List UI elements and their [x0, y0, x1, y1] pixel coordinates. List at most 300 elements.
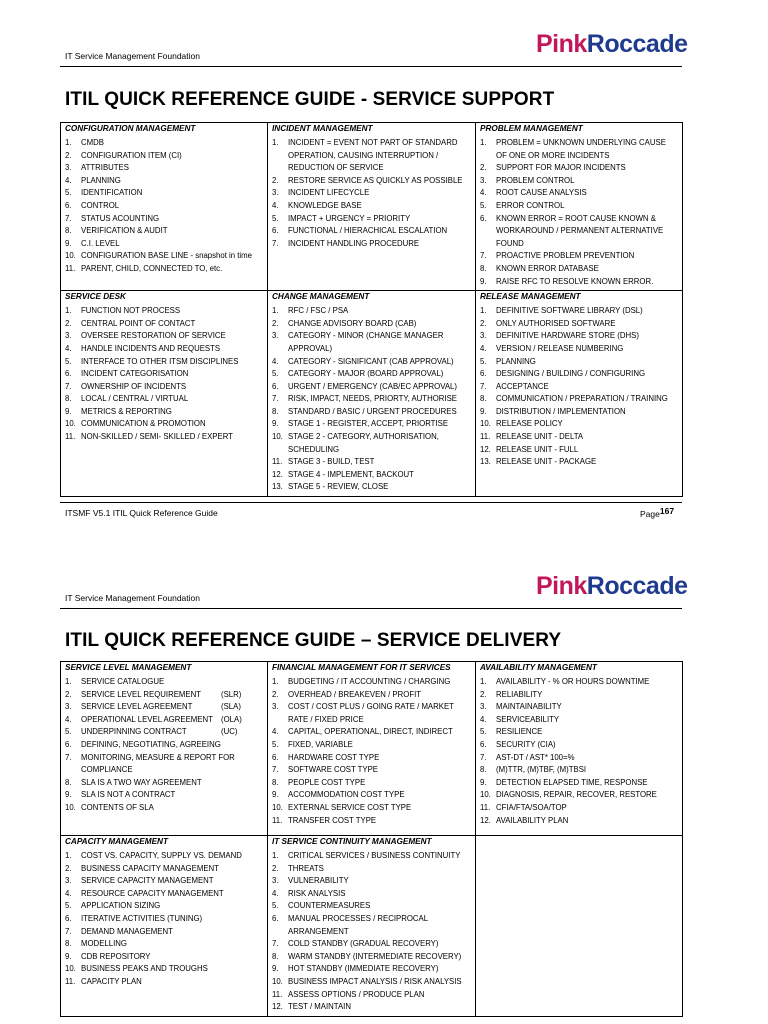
item-list — [272, 850, 471, 1014]
item-text: THREATS — [288, 863, 324, 873]
item-number: 8. — [65, 939, 72, 949]
item-text: ITERATIVE ACTIVITIES (TUNING) — [81, 913, 203, 923]
item-number: 5. — [272, 901, 279, 911]
item-text: RELEASE UNIT - FULL — [496, 444, 579, 454]
item-number: 1. — [65, 138, 72, 147]
list-item — [272, 863, 471, 876]
item-number: 8. — [272, 777, 279, 787]
item-number: 2. — [480, 689, 487, 699]
footer-guide-name: ITSMF V5.1 ITIL Quick Reference Guide — [65, 508, 218, 518]
item-number: 12. — [272, 469, 283, 479]
item-text: SERVICE LEVEL REQUIREMENT — [81, 689, 202, 699]
item-number: 7. — [480, 381, 487, 391]
item-text: BUSINESS PEAKS AND TROUGHS — [81, 964, 208, 974]
list-item — [480, 714, 678, 727]
list-item — [65, 863, 263, 876]
item-text: CFIA/FTA/SOA/TOP — [496, 802, 567, 812]
item-text: OVERHEAD / BREAKEVEN / PROFIT — [288, 689, 422, 699]
item-text: PROBLEM CONTROL — [496, 175, 575, 185]
item-number: 12. — [480, 444, 491, 454]
list-item — [65, 418, 263, 431]
list-item — [480, 276, 678, 289]
item-number: 3. — [65, 331, 72, 341]
pinkroccade-logo — [536, 30, 688, 59]
section-title: SERVICE LEVEL MANAGEMENT — [65, 663, 192, 672]
item-text: INCIDENT = EVENT NOT PART OF STANDARD OPERATION, CAUSING INTERRUPTION / REDUCTION OF SERVICE — [288, 138, 458, 173]
item-text: METRICS & REPORTING — [81, 406, 172, 416]
item-number: 5. — [480, 727, 487, 737]
logo-part-2: Roccade — [586, 572, 688, 600]
item-text: RESTORE SERVICE AS QUICKLY AS POSSIBLE — [288, 175, 463, 185]
list-item — [480, 368, 678, 381]
list-item — [272, 777, 471, 790]
item-text: DEFINITIVE SOFTWARE LIBRARY (DSL) — [496, 306, 643, 316]
item-text: STAGE 1 - REGISTER, ACCEPT, PRIORTISE — [288, 419, 449, 429]
item-number: 2. — [272, 318, 279, 328]
item-list — [480, 305, 678, 469]
item-number: 4. — [65, 343, 72, 353]
item-number: 9. — [480, 777, 487, 787]
item-list — [272, 137, 471, 250]
list-item — [65, 318, 263, 331]
logo-part-1: Pink — [536, 30, 587, 58]
item-number: 8. — [272, 951, 279, 961]
item-number: 5. — [272, 739, 279, 749]
item-number: 12. — [480, 815, 491, 825]
item-text: ASSESS OPTIONS / PRODUCE PLAN — [288, 989, 425, 999]
item-number: 1. — [272, 138, 279, 147]
list-item — [480, 802, 678, 815]
item-number: 9. — [480, 406, 487, 416]
list-item — [480, 343, 678, 356]
item-number: 11. — [65, 263, 76, 273]
header-text: IT Service Management Foundation — [65, 593, 200, 603]
item-text: CENTRAL POINT OF CONTACT — [81, 318, 196, 328]
item-text: RISK, IMPACT, NEEDS, PRIORTY, AUTHORISE — [288, 394, 457, 404]
list-item — [272, 951, 471, 964]
list-item — [480, 263, 678, 276]
list-item — [65, 238, 263, 251]
item-number: 13. — [272, 482, 283, 492]
item-text: ACCOMMODATION COST TYPE — [288, 790, 405, 800]
header-rule — [60, 608, 682, 609]
item-text: ERROR CONTROL — [496, 200, 565, 210]
item-text: DISTRIBUTION / IMPLEMENTATION — [496, 406, 626, 416]
item-number: 1. — [65, 677, 72, 686]
list-item — [272, 802, 471, 815]
item-number: 6. — [272, 913, 279, 923]
item-number: 3. — [480, 331, 487, 341]
item-number: 11. — [272, 815, 283, 825]
list-item — [65, 875, 263, 888]
item-number: 3. — [65, 702, 72, 712]
item-number: 12. — [272, 1002, 283, 1012]
item-number: 2. — [272, 175, 279, 185]
item-text: STAGE 2 - CATEGORY, AUTHORISATION, SCHEDULING — [288, 432, 439, 454]
list-item — [272, 976, 471, 989]
item-text: COLD STANDBY (GRADUAL RECOVERY) — [288, 939, 439, 949]
list-item — [65, 976, 263, 989]
item-text: RAISE RFC TO RESOLVE KNOWN ERROR. — [496, 276, 654, 286]
list-item — [480, 356, 678, 369]
item-text: (M)TTR, (M)TBF, (M)TBSI — [496, 765, 587, 775]
item-list — [65, 137, 263, 276]
item-text: INCIDENT LIFECYCLE — [288, 188, 370, 198]
list-item — [272, 137, 471, 175]
item-number: 3. — [480, 702, 487, 712]
item-number: 1. — [65, 306, 72, 316]
list-item — [272, 305, 471, 318]
item-number: 2. — [480, 163, 487, 173]
list-item — [480, 726, 678, 739]
item-number: 6. — [272, 752, 279, 762]
item-text: VERSION / RELEASE NUMBERING — [496, 343, 624, 353]
item-number: 7. — [65, 213, 72, 223]
item-number: 7. — [272, 939, 279, 949]
item-number: 6. — [480, 213, 487, 223]
list-item — [272, 938, 471, 951]
list-item — [272, 850, 471, 863]
item-text: RESOURCE CAPACITY MANAGEMENT — [81, 888, 224, 898]
item-text: CATEGORY - MINOR (CHANGE MANAGER APPROVAL) — [288, 331, 444, 353]
item-text: KNOWLEDGE BASE — [288, 200, 362, 210]
item-number: 10. — [480, 419, 491, 429]
item-number: 7. — [65, 381, 72, 391]
item-number: 3. — [480, 175, 487, 185]
item-text: ROOT CAUSE ANALYSIS — [496, 188, 587, 198]
section-title: CONFIGURATION MANAGEMENT — [65, 124, 196, 133]
item-number: 6. — [65, 369, 72, 379]
item-number: 4. — [272, 200, 279, 210]
list-item — [480, 137, 678, 162]
item-text: RELEASE POLICY — [496, 419, 563, 429]
item-text: URGENT / EMERGENCY (CAB/EC APPROVAL) — [288, 381, 457, 391]
list-item — [480, 676, 678, 689]
list-item — [65, 431, 263, 444]
list-item — [272, 200, 471, 213]
list-item — [480, 418, 678, 431]
list-item — [65, 343, 263, 356]
item-text: CATEGORY - SIGNIFICANT (CAB APPROVAL) — [288, 356, 454, 366]
item-number: 4. — [272, 356, 279, 366]
list-item — [65, 200, 263, 213]
item-number: 2. — [65, 863, 72, 873]
item-number: 4. — [480, 188, 487, 198]
list-item — [272, 456, 471, 469]
item-text: MONITORING, MEASURE & REPORT FOR COMPLIANCE — [81, 752, 235, 775]
item-number: 6. — [65, 913, 72, 923]
item-text: FUNCTIONAL / HIERACHICAL ESCALATION — [288, 226, 448, 236]
item-number: 9. — [65, 238, 72, 248]
item-text: TRANSFER COST TYPE — [288, 815, 377, 825]
list-item — [272, 726, 471, 739]
list-item — [272, 406, 471, 419]
list-item — [480, 444, 678, 457]
item-text: IMPACT + URGENCY = PRIORITY — [288, 213, 411, 223]
list-item — [272, 393, 471, 406]
service-delivery-table — [60, 661, 683, 1017]
item-list — [480, 676, 678, 827]
item-text: CAPITAL, OPERATIONAL, DIRECT, INDIRECT — [288, 727, 453, 737]
item-number: 4. — [65, 888, 72, 898]
item-number: 13. — [480, 457, 491, 467]
item-number: 10. — [272, 802, 283, 812]
item-text: SLA IS NOT A CONTRACT — [81, 790, 176, 800]
item-number: 7. — [272, 394, 279, 404]
item-number: 10. — [272, 976, 283, 986]
item-text: CONFIGURATION ITEM (CI) — [81, 150, 182, 160]
item-text: KNOWN ERROR DATABASE — [496, 263, 599, 273]
list-item — [65, 187, 263, 200]
item-text: PLANNING — [81, 175, 121, 185]
item-text: UNDERPINNING CONTRACT — [81, 727, 187, 737]
item-number: 9. — [480, 276, 487, 286]
list-item — [65, 263, 263, 276]
list-item — [272, 913, 471, 938]
section-title: CHANGE MANAGEMENT — [272, 292, 370, 302]
list-item — [65, 368, 263, 381]
item-text: OWNERSHIP OF INCIDENTS — [81, 381, 187, 391]
section-title: PROBLEM MANAGEMENT — [480, 124, 583, 133]
item-number: 6. — [480, 369, 487, 379]
item-text: IDENTIFICATION — [81, 188, 143, 198]
section-title: INCIDENT MANAGEMENT — [272, 124, 373, 133]
list-item — [480, 689, 678, 702]
section-cell — [61, 836, 268, 1017]
item-text: C.I. LEVEL — [81, 238, 120, 248]
list-item — [480, 777, 678, 790]
item-text: OPERATIONAL LEVEL AGREEMENT — [81, 714, 213, 724]
item-text: BUDGETING / IT ACCOUNTING / CHARGING — [288, 677, 451, 686]
list-item — [480, 381, 678, 394]
item-number: 11. — [65, 432, 76, 442]
item-text: RELEASE UNIT - DELTA — [496, 432, 584, 442]
list-item — [272, 900, 471, 913]
item-text: SERVICE CAPACITY MANAGEMENT — [81, 876, 214, 886]
item-text: HARDWARE COST TYPE — [288, 752, 380, 762]
item-text: INTERFACE TO OTHER ITSM DISCIPLINES — [81, 356, 239, 366]
item-text: HANDLE INCIDENTS AND REQUESTS — [81, 343, 221, 353]
list-item — [272, 689, 471, 702]
item-text: CAPACITY PLAN — [81, 976, 142, 986]
item-text: DEFINITIVE HARDWARE STORE (DHS) — [496, 331, 639, 341]
list-item — [65, 913, 263, 926]
list-item — [272, 381, 471, 394]
logo-part-2: Roccade — [586, 30, 688, 58]
list-item — [65, 137, 263, 150]
item-number: 7. — [65, 752, 72, 762]
list-item — [480, 175, 678, 188]
header-rule — [60, 66, 682, 67]
item-text: DEMAND MANAGEMENT — [81, 926, 173, 936]
section-title: FINANCIAL MANAGEMENT FOR IT SERVICES — [272, 663, 451, 672]
item-number: 3. — [272, 188, 279, 198]
list-item — [480, 187, 678, 200]
list-item — [65, 213, 263, 226]
item-number: 11. — [272, 989, 283, 999]
list-item — [65, 381, 263, 394]
list-item — [65, 888, 263, 901]
list-item — [272, 989, 471, 1002]
list-item — [480, 456, 678, 469]
list-item — [272, 418, 471, 431]
item-number: 5. — [480, 200, 487, 210]
item-number: 1. — [272, 677, 279, 686]
item-text: MANUAL PROCESSES / RECIPROCAL ARRANGEMENT — [288, 913, 428, 936]
item-number: 4. — [272, 888, 279, 898]
item-text: SOFTWARE COST TYPE — [288, 765, 378, 775]
item-number: 5. — [272, 213, 279, 223]
list-item — [272, 676, 471, 689]
list-item — [480, 318, 678, 331]
list-item — [65, 900, 263, 913]
list-item — [480, 213, 678, 251]
item-list — [65, 305, 263, 444]
item-number: 7. — [480, 251, 487, 261]
item-text: RELIABILITY — [496, 689, 543, 699]
list-item — [65, 951, 263, 964]
item-number: 10. — [65, 964, 76, 974]
item-text: SLA IS A TWO WAY AGREEMENT — [81, 777, 202, 787]
list-item — [65, 225, 263, 238]
item-number: 6. — [272, 226, 279, 236]
item-number: 1. — [272, 851, 279, 860]
item-number: 8. — [480, 394, 487, 404]
item-number: 11. — [272, 457, 283, 467]
item-text: RISK ANALYSIS — [288, 888, 346, 898]
item-text: PROBLEM = UNKNOWN UNDERLYING CAUSE OF ONE OR MORE INCIDENTS — [496, 138, 666, 160]
item-number: 1. — [272, 306, 279, 316]
list-item — [480, 162, 678, 175]
list-item — [272, 764, 471, 777]
item-number: 4. — [272, 727, 279, 737]
section-cell — [476, 291, 683, 497]
list-item — [65, 305, 263, 318]
section-cell — [268, 291, 476, 497]
item-number: 1. — [480, 138, 487, 147]
list-item — [65, 963, 263, 976]
page-title: ITIL QUICK REFERENCE GUIDE - SERVICE SUPPORT — [65, 89, 555, 110]
item-text: RELEASE UNIT - PACKAGE — [496, 457, 597, 467]
item-text: HOT STANDBY (IMMEDIATE RECOVERY) — [288, 964, 439, 974]
item-text: KNOWN ERROR = ROOT CAUSE KNOWN & WORKAROUND / PERMANENT ALTERNATIVE FOUND — [496, 213, 664, 248]
item-list — [65, 850, 263, 989]
item-text: SUPPORT FOR MAJOR INCIDENTS — [496, 163, 626, 173]
section-title: CAPACITY MANAGEMENT — [65, 837, 168, 846]
item-number: 1. — [480, 677, 487, 686]
item-number: 4. — [480, 343, 487, 353]
item-text: WARM STANDBY (INTERMEDIATE RECOVERY) — [288, 951, 462, 961]
item-text: STATUS ACOUNTING — [81, 213, 160, 223]
item-number: 1. — [480, 306, 487, 316]
list-item — [480, 739, 678, 752]
item-number: 5. — [65, 188, 72, 198]
item-number: 3. — [272, 702, 279, 712]
item-number: 5. — [65, 901, 72, 911]
list-item — [272, 225, 471, 238]
list-item — [65, 726, 263, 739]
item-number: 3. — [272, 331, 279, 341]
item-text: COMMUNICATION & PROMOTION — [81, 419, 206, 429]
item-number: 10. — [65, 251, 76, 261]
item-text: BUSINESS IMPACT ANALYSIS / RISK ANALYSIS — [288, 976, 462, 986]
list-item — [65, 802, 263, 815]
item-text: SERVICE CATALOGUE — [81, 677, 165, 686]
section-title: RELEASE MANAGEMENT — [480, 292, 581, 302]
list-item — [65, 938, 263, 951]
section-title: IT SERVICE CONTINUITY MANAGEMENT — [272, 837, 432, 846]
list-item — [480, 431, 678, 444]
item-number: 11. — [480, 432, 491, 442]
item-text: CRITICAL SERVICES / BUSINESS CONTINUITY — [288, 851, 461, 860]
list-item — [480, 789, 678, 802]
list-item — [272, 481, 471, 494]
list-item — [65, 714, 263, 727]
item-number: 11. — [65, 976, 76, 986]
item-number: 4. — [65, 714, 72, 724]
list-item — [480, 764, 678, 777]
item-text: CMDB — [81, 138, 104, 147]
item-text: ONLY AUTHORISED SOFTWARE — [496, 318, 616, 328]
list-item — [65, 926, 263, 939]
list-item — [272, 752, 471, 765]
list-item — [65, 850, 263, 863]
list-item — [65, 777, 263, 790]
item-text: RFC / FSC / PSA — [288, 306, 349, 316]
item-abbreviation: (SLA) — [221, 702, 241, 712]
item-list — [65, 676, 263, 815]
item-abbreviation: (UC) — [221, 727, 238, 737]
item-number: 5. — [65, 356, 72, 366]
item-number: 7. — [480, 752, 487, 762]
list-item — [480, 406, 678, 419]
item-number: 4. — [480, 714, 487, 724]
item-number: 3. — [272, 876, 279, 886]
section-cell — [268, 836, 476, 1017]
item-text: TEST / MAINTAIN — [288, 1002, 351, 1012]
list-item — [272, 175, 471, 188]
item-number: 7. — [272, 238, 279, 248]
page-title: ITIL QUICK REFERENCE GUIDE – SERVICE DELIVERY — [65, 630, 562, 651]
list-item — [65, 330, 263, 343]
list-item — [65, 393, 263, 406]
footer-rule — [60, 502, 682, 503]
item-text: COST / COST PLUS / GOING RATE / MARKET RATE / FIXED PRICE — [288, 702, 454, 724]
section-cell — [268, 123, 476, 291]
item-text: COUNTERMEASURES — [288, 901, 371, 911]
item-text: AVAILABILITY PLAN — [496, 815, 569, 825]
item-number: 2. — [480, 318, 487, 328]
list-item — [480, 305, 678, 318]
item-text: PEOPLE COST TYPE — [288, 777, 366, 787]
item-number: 3. — [65, 163, 72, 173]
item-number: 9. — [272, 790, 279, 800]
item-number: 2. — [65, 150, 72, 160]
list-item — [272, 431, 471, 456]
list-item — [272, 1001, 471, 1014]
list-item — [272, 187, 471, 200]
list-item — [272, 739, 471, 752]
item-number: 8. — [272, 406, 279, 416]
item-number: 8. — [65, 394, 72, 404]
item-number: 11. — [480, 802, 491, 812]
item-number: 10. — [272, 432, 283, 442]
section-cell — [61, 123, 268, 291]
item-number: 8. — [65, 777, 72, 787]
item-text: DESIGNING / BUILDING / CONFIGURING — [496, 369, 646, 379]
item-number: 10. — [65, 802, 76, 812]
item-text: BUSINESS CAPACITY MANAGEMENT — [81, 863, 219, 873]
